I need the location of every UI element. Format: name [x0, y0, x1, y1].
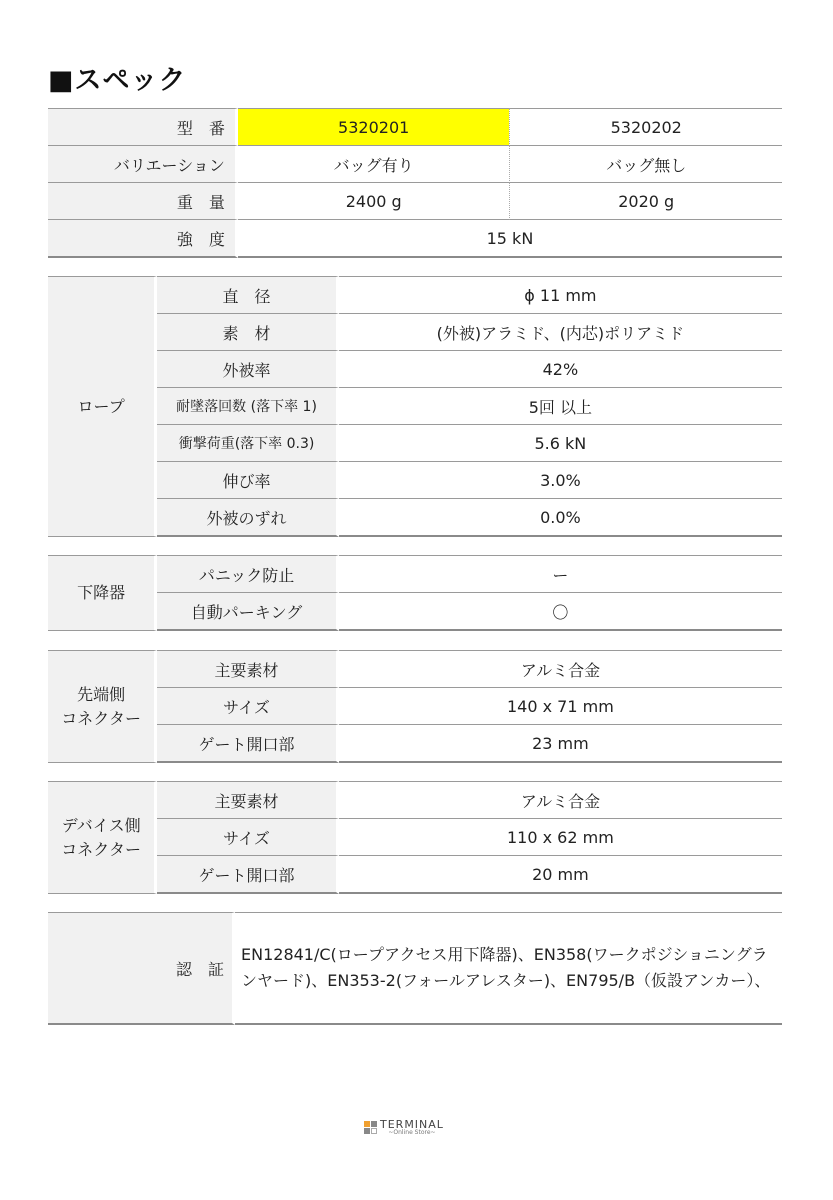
row-value: ー — [339, 555, 782, 593]
row-label: 主要素材 — [157, 650, 338, 688]
page-title: ■スペック — [48, 65, 187, 96]
row-value: 3.0% — [339, 462, 782, 499]
table-row — [48, 781, 782, 819]
weight-2: 2020 g — [509, 183, 782, 220]
model-number-2: 5320202 — [509, 108, 782, 146]
row-label: 認 証 — [48, 912, 235, 1025]
terminal-logo — [364, 1119, 444, 1136]
table-row — [48, 108, 782, 146]
certification-table — [48, 912, 782, 1025]
row-value: アルミ合金 — [339, 650, 782, 688]
logo-subtext: ~Online Store~ — [388, 1129, 436, 1136]
row-value: 〇 — [339, 593, 782, 631]
table-row — [48, 388, 782, 425]
row-label: ゲート開口部 — [157, 725, 338, 763]
row-value: 42% — [339, 351, 782, 388]
model-number-1: 5320201 — [238, 108, 510, 146]
table-row — [48, 351, 782, 388]
group-label-line1: 先端側 — [77, 684, 126, 704]
table-row — [48, 819, 782, 856]
group-label: ロープ — [48, 276, 157, 537]
table-row — [48, 912, 782, 1025]
row-value: 5回 以上 — [339, 388, 782, 425]
table-row — [48, 593, 782, 631]
row-value: 23 mm — [339, 725, 782, 763]
weight-1: 2400 g — [238, 183, 510, 220]
table-row — [48, 688, 782, 725]
row-value: 20 mm — [339, 856, 782, 894]
basic-spec-table — [48, 108, 782, 258]
row-label: 重 量 — [48, 183, 238, 220]
rope-spec-table — [48, 276, 782, 537]
row-value: ϕ 11 mm — [339, 276, 782, 314]
group-label: 下降器 — [48, 555, 157, 631]
variation-2: バッグ無し — [509, 146, 782, 183]
table-row — [48, 856, 782, 894]
row-value: 5.6 kN — [339, 425, 782, 462]
group-label-line2: コネクター — [61, 839, 141, 859]
row-label: 耐墜落回数 (落下率 1) — [157, 388, 338, 425]
table-row — [48, 425, 782, 462]
variation-1: バッグ有り — [238, 146, 510, 183]
row-label: ゲート開口部 — [157, 856, 338, 894]
table-row — [48, 555, 782, 593]
row-label: 素 材 — [157, 314, 338, 351]
row-label: 主要素材 — [157, 781, 338, 819]
row-label: バリエーション — [48, 146, 238, 183]
table-row — [48, 220, 782, 258]
table-row — [48, 183, 782, 220]
table-row — [48, 146, 782, 183]
table-row — [48, 650, 782, 688]
row-label: 外被率 — [157, 351, 338, 388]
table-row — [48, 462, 782, 499]
group-label — [48, 650, 157, 763]
tip-connector-spec-table — [48, 650, 782, 763]
group-label-line2: コネクター — [61, 708, 141, 728]
row-value: (外被)アラミド、(内芯)ポリアミド — [339, 314, 782, 351]
row-label: 伸び率 — [157, 462, 338, 499]
row-label: 衝撃荷重(落下率 0.3) — [157, 425, 338, 462]
row-value: 140 x 71 mm — [339, 688, 782, 725]
row-value: 110 x 62 mm — [339, 819, 782, 856]
group-label-line1: デバイス側 — [61, 815, 141, 835]
group-label — [48, 781, 157, 894]
row-label: 型 番 — [48, 108, 238, 146]
row-label: 直 径 — [157, 276, 338, 314]
row-label: パニック防止 — [157, 555, 338, 593]
logo-mark-icon — [364, 1121, 377, 1134]
device-connector-spec-table — [48, 781, 782, 894]
table-row — [48, 276, 782, 314]
descender-spec-table — [48, 555, 782, 631]
row-value: 0.0% — [339, 499, 782, 537]
table-row — [48, 314, 782, 351]
row-label: 外被のずれ — [157, 499, 338, 537]
logo-text: TERMINAL — [380, 1118, 444, 1131]
row-label: 自動パーキング — [157, 593, 338, 631]
row-label: 強 度 — [48, 220, 238, 258]
row-value: アルミ合金 — [339, 781, 782, 819]
certification-value: EN12841/C(ロープアクセス用下降器)、EN358(ワークポジショニングランヤード)、EN353-2(フォールアレスター)、EN795/B（仮設アンカー）、 — [235, 912, 782, 1025]
strength-value: 15 kN — [238, 220, 782, 258]
table-row — [48, 499, 782, 537]
row-label: サイズ — [157, 688, 338, 725]
row-label: サイズ — [157, 819, 338, 856]
table-row — [48, 725, 782, 763]
